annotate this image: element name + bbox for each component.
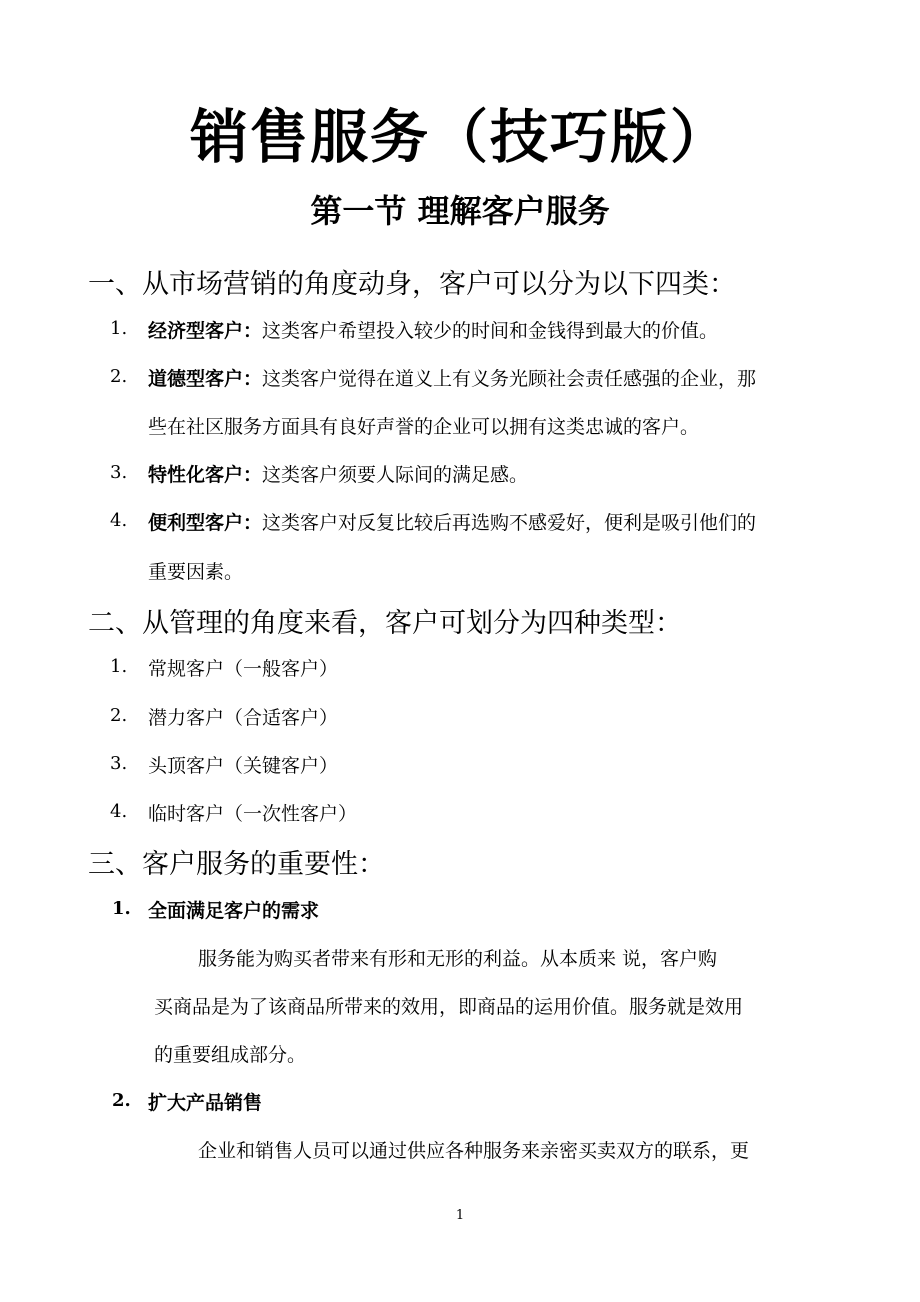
document-title: 销售服务（技巧版） (189, 103, 730, 171)
section3-item1-line1: 服务能为购买者带来有形和无形的利益。从本质来 说，客户购 (198, 948, 718, 970)
section1-item1-text: 这类客户希望投入较少的时间和金钱得到最大的价值。 (262, 320, 719, 342)
section3-item1-title: 全面满足客户的需求 (148, 900, 320, 922)
section2-item1-number: 1. (110, 656, 128, 677)
section1-item1 (148, 316, 718, 343)
section1-item3-term: 特性化客户： (148, 464, 263, 486)
section1-item4-text: 这类客户对反复比较后再选购不感爱好，便利是吸引他们的 (262, 512, 757, 534)
section1-item2 (148, 364, 756, 391)
section1-item4-number: 4. (110, 510, 128, 531)
section1-item1-number: 1. (110, 318, 128, 339)
section2-item1: 常规客户（一般客户） (148, 658, 339, 680)
section3-item1-number: 1. (112, 898, 131, 919)
section2-item2: 潜力客户（合适客户） (148, 707, 339, 729)
section3-heading: 三、客户服务的重要性： (88, 849, 385, 880)
section2-item3: 头顶客户（关键客户） (148, 755, 339, 777)
section1-item2-text: 这类客户觉得在道义上有义务光顾社会责任感强的企业，那 (262, 368, 757, 390)
section2-item4: 临时客户（一次性客户） (148, 803, 358, 825)
section1-item3-number: 3. (110, 462, 128, 483)
section3-item2-number: 2. (112, 1090, 131, 1111)
section2-item2-number: 2. (110, 705, 128, 726)
section1-item3-text: 这类客户须要人际间的满足感。 (262, 464, 529, 486)
section1-heading: 一、从市场营销的角度动身，客户可以分为以下四类： (88, 269, 736, 300)
section-subtitle: 第一节 理解客户服务 (310, 192, 610, 230)
section1-item4-term: 便利型客户： (148, 512, 263, 534)
section1-item1-term: 经济型客户： (148, 320, 263, 342)
section1-item4 (148, 508, 756, 535)
section1-item2-text-continued: 些在社区服务方面具有良好声誉的企业可以拥有这类忠诚的客户。 (148, 416, 700, 438)
section3-item1-line2: 买商品是为了该商品所带来的效用，即商品的运用价值。服务就是效用 (154, 996, 744, 1018)
section2-item4-number: 4. (110, 801, 128, 822)
section3-item1-line3: 的重要组成部分。 (154, 1044, 307, 1066)
section1-item4-text-continued: 重要因素。 (148, 561, 244, 583)
section1-item2-term: 道德型客户： (148, 368, 263, 390)
section1-item2-number: 2. (110, 366, 128, 387)
section3-item2-line1: 企业和销售人员可以通过供应各种服务来亲密买卖双方的联系，更 (198, 1140, 750, 1162)
page-number: 1 (455, 1208, 465, 1223)
section1-item3 (148, 460, 528, 487)
section3-item2-title: 扩大产品销售 (148, 1092, 263, 1114)
section2-item3-number: 3. (110, 753, 128, 774)
section2-heading: 二、从管理的角度来看，客户可划分为四种类型： (88, 608, 682, 639)
